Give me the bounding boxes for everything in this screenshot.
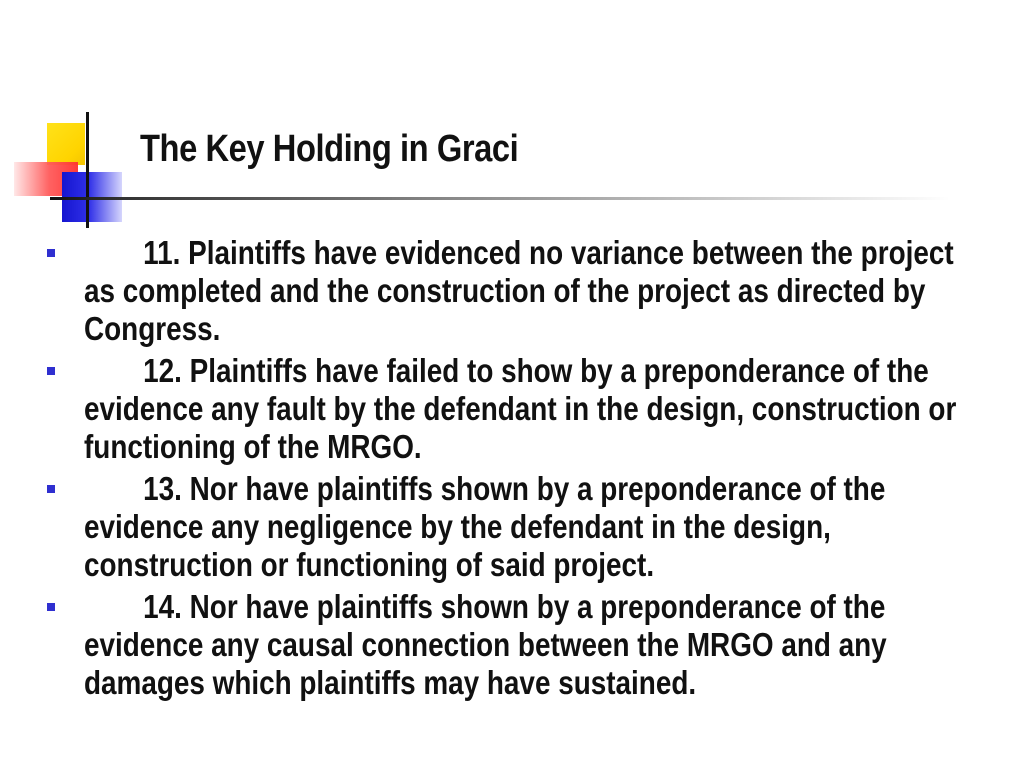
bullet-text: 11. Plaintiffs have evidenced no variance between the project as completed and the construction of the project as directed by Congress. [84, 234, 954, 347]
yellow-square-icon [47, 123, 85, 165]
vertical-rule [86, 112, 89, 228]
color-squares-logo-icon [0, 0, 150, 240]
title-underline-rule [50, 197, 950, 200]
bullet-item [40, 588, 1000, 702]
bullet-item [40, 352, 1000, 466]
square-bullet-icon [47, 485, 55, 493]
square-bullet-icon [47, 367, 55, 375]
bullet-text: 13. Nor have plaintiffs shown by a preponderance of the evidence any negligence by the defendant in the design, construction or functioning of said project. [84, 470, 886, 583]
slide-title: The Key Holding in Graci [140, 128, 519, 170]
bullet-text: 14. Nor have plaintiffs shown by a preponderance of the evidence any causal connection between the MRGO and any damages which plaintiffs may have sustained. [84, 588, 887, 701]
bullet-list [40, 234, 1000, 706]
bullet-text: 12. Plaintiffs have failed to show by a preponderance of the evidence any fault by the defendant in the design, construction or functioning of the MRGO. [84, 352, 957, 465]
square-bullet-icon [47, 603, 55, 611]
square-bullet-icon [47, 249, 55, 257]
bullet-item [40, 470, 1000, 584]
bullet-item [40, 234, 1000, 348]
